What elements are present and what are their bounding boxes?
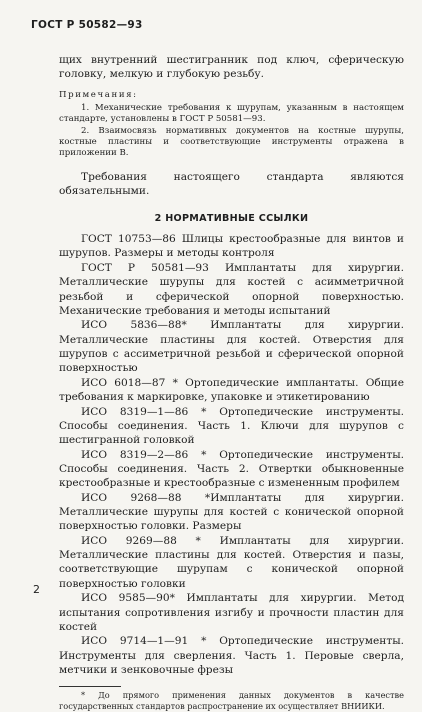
footnote: * До прямого применения данных документов в качестве государственных стандартов распространение их осуществляет ВНИИКИ.	[59, 690, 404, 712]
mandatory-requirements-paragraph: Требования настоящего стандарта являются обязательными.	[59, 170, 404, 198]
reference-item: ИСО 6018—87 * Ортопедические имплантаты. Общие требования к маркировке, упаковке и этикетированию	[59, 376, 404, 403]
section-title: 2 НОРМАТИВНЫЕ ССЫЛКИ	[154, 213, 309, 225]
reference-item: ИСО 5836—88* Имплантаты для хирургии. Металлические пластины для костей. Отверстия для шурупов с ассиметричной резьбой и сферической опорной поверхностью	[59, 319, 404, 375]
reference-item: ИСО 8319—2—86 * Ортопедические инструменты. Способы соединения. Часть 2. Отвертки обыкновенные крестообразные и крестообразные с измененным профилем	[59, 448, 404, 490]
reference-item: ГОСТ Р 50581—93 Имплантаты для хирургии. Металлические шурупы для костей с асимметричной резьбой и сферической опорной поверхностью. Механические требования и методы испытаний	[59, 262, 404, 317]
reference-item: ИСО 9585—90* Имплантаты для хирургии. Метод испытания сопротивления изгибу и прочности пластин для костей	[59, 592, 404, 633]
note-item: 2. Взаимосвязь нормативных документов на костные шурупы, костные пластины и соответствующие инструменты отражена в приложении В.	[59, 125, 404, 159]
footnote-divider	[59, 686, 121, 687]
references-list	[59, 232, 404, 677]
reference-item: ГОСТ 10753—86 Шлицы крестообразные для винтов и шурупов. Размеры и методы контроля	[59, 233, 404, 260]
reference-item: ИСО 9268—88 *Имплантаты для хирургии. Металлические шурупы для костей с конической опорной поверхностью головки. Размеры	[59, 491, 404, 533]
note-item: 1. Механические требования к шурупам, указанным в настоящем стандарте, установлены в ГОСТ Р 50581—93.	[59, 102, 404, 125]
reference-item: ИСО 9714—1—91 * Ортопедические инструменты. Инструменты для сверления. Часть 1. Перовые сверла, метчики и зенковочные фрезы	[59, 635, 404, 676]
reference-item: ИСО 8319—1—86 * Ортопедические инструменты. Способы соединения. Часть 1. Ключи для шурупов с шестигранной головкой	[59, 405, 404, 447]
page-header: ГОСТ Р 50582—93	[31, 19, 143, 31]
notes-block	[59, 90, 404, 159]
intro-paragraph: щих внутренний шестигранник под ключ, сферическую головку, мелкую и глубокую резьбу.	[59, 54, 404, 81]
reference-item: ИСО 9269—88 * Имплантаты для хирургии. Металлические пластины для костей. Отверстия и пазы, соответствующие шурупам с конической опорной поверхностью головки	[59, 535, 404, 590]
page-number: 2	[33, 583, 40, 596]
notes-title: Примечания:	[59, 90, 138, 101]
page-content	[59, 53, 404, 712]
